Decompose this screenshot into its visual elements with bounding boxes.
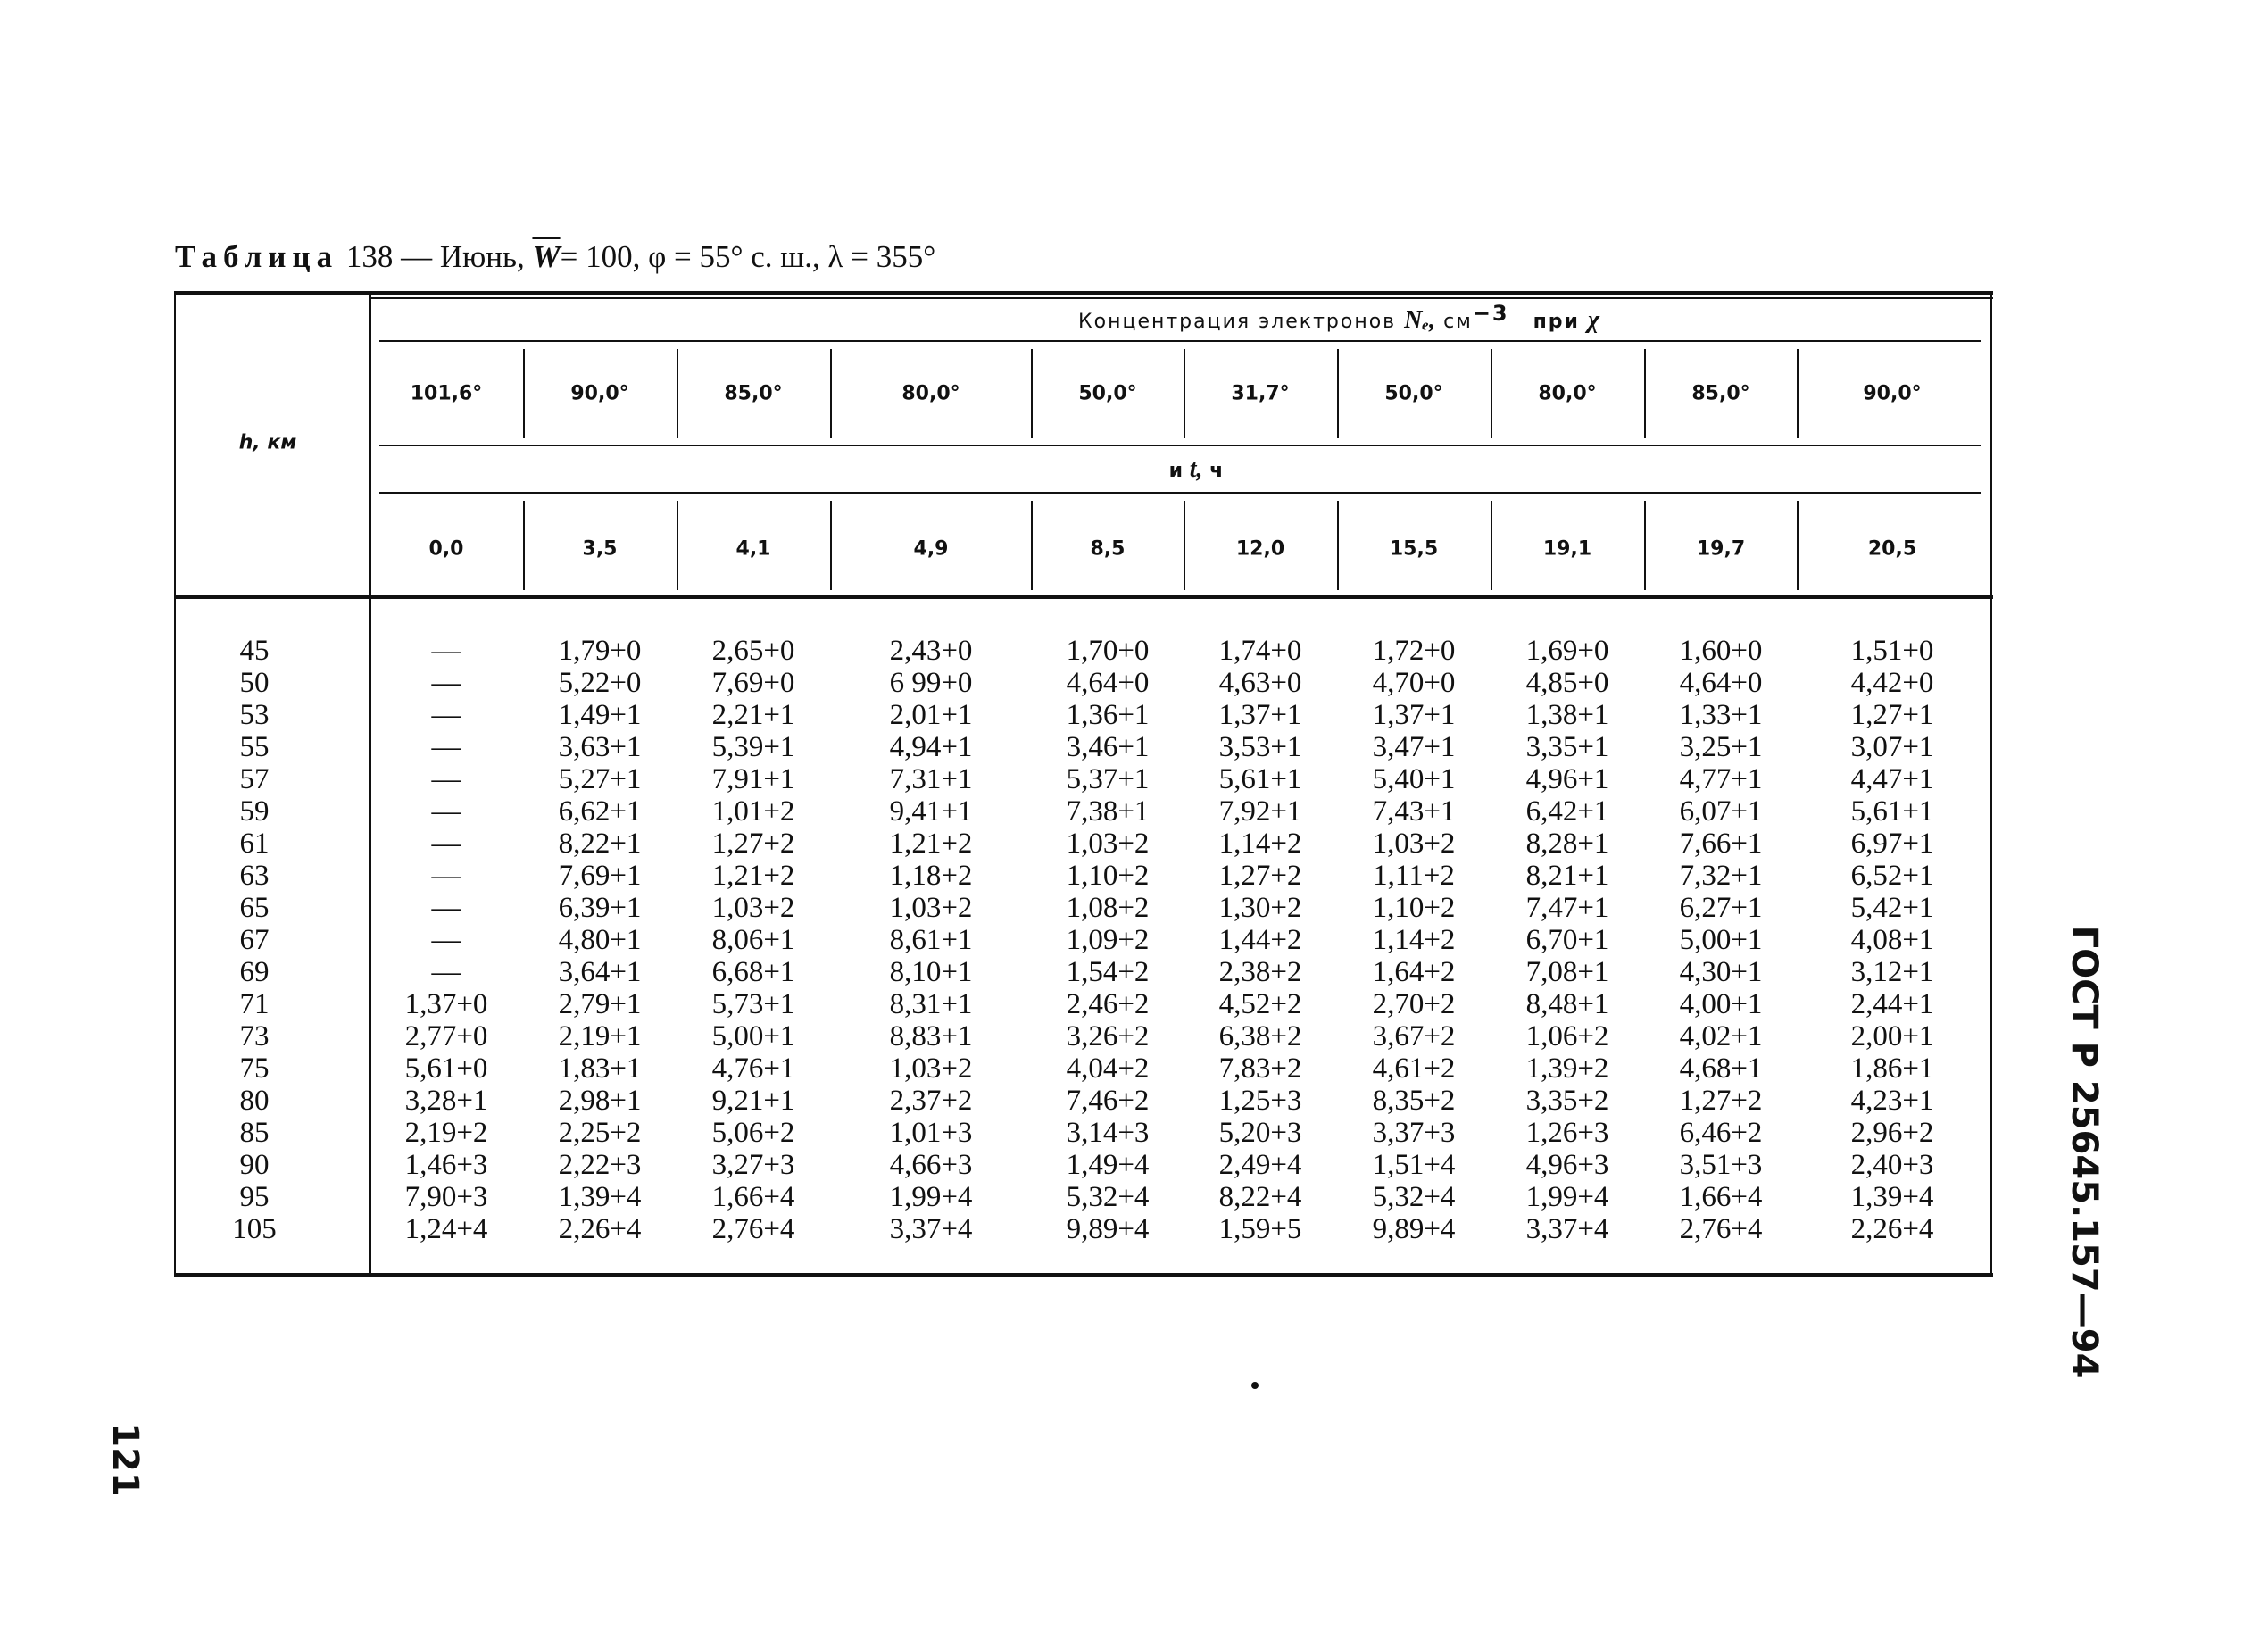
table-top-rule-secondary [370, 297, 1993, 299]
table-cell: 8,06+1 [711, 924, 795, 956]
table-cell: 3,27+3 [711, 1149, 795, 1181]
table-cell: 7,08+1 [1525, 956, 1609, 988]
table-cell: 1,18+2 [889, 860, 973, 892]
table-cell: — [431, 699, 461, 731]
table-cell: 2,70+2 [1372, 988, 1456, 1020]
t-value: 15,5 [1389, 537, 1439, 561]
unit-label: см [1443, 311, 1473, 334]
table-cell: 1,03+2 [1372, 828, 1456, 860]
table-cell: 1,70+0 [1066, 635, 1150, 667]
row-height: 80 [239, 1085, 270, 1117]
table-cell: 7,31+1 [889, 763, 973, 795]
t-value: 8,5 [1090, 537, 1126, 561]
row-height: 50 [239, 667, 270, 699]
time-header [1169, 455, 1224, 484]
table-cell: 1,64+2 [1372, 956, 1456, 988]
chi-sep [1337, 349, 1339, 438]
height-column-header: h, км [238, 431, 297, 454]
table-cell: 2,77+0 [404, 1020, 488, 1052]
table-cell: 1,24+4 [404, 1213, 488, 1245]
t-value: 12,0 [1235, 537, 1285, 561]
table-cell: 1,38+1 [1525, 699, 1609, 731]
t-value: 4,1 [735, 537, 771, 561]
table-cell: 2,22+3 [558, 1149, 642, 1181]
table-cell: 6,70+1 [1525, 924, 1609, 956]
table-cell: 2,26+4 [558, 1213, 642, 1245]
table-cell: 1,99+4 [1525, 1181, 1609, 1213]
table-cell: 7,38+1 [1066, 795, 1150, 828]
chi-value: 80,0° [901, 382, 960, 405]
table-cell: 1,39+4 [1850, 1181, 1934, 1213]
table-cell: 8,31+1 [889, 988, 973, 1020]
table-cell: 2,98+1 [558, 1085, 642, 1117]
table-cell: 1,37+0 [404, 988, 488, 1020]
table-cell: 1,14+2 [1372, 924, 1456, 956]
table-top-rule [174, 291, 1993, 295]
row-height: 57 [239, 763, 270, 795]
table-cell: 1,03+2 [711, 892, 795, 924]
table-cell: 1,37+1 [1218, 699, 1302, 731]
table-cell: — [431, 731, 461, 763]
chi-value: 50,0° [1078, 382, 1137, 405]
table-cell: 8,83+1 [889, 1020, 973, 1052]
table-cell: 3,35+2 [1525, 1085, 1609, 1117]
table-cell: 6,62+1 [558, 795, 642, 828]
t-sep [1184, 501, 1185, 590]
table-cell: 2,43+0 [889, 635, 973, 667]
chi-sep [1031, 349, 1033, 438]
chi-value: 31,7° [1231, 382, 1290, 405]
table-cell: 4,85+0 [1525, 667, 1609, 699]
table-cell: 1,25+3 [1218, 1085, 1302, 1117]
t-value: 19,7 [1696, 537, 1746, 561]
caption-lead: Таблица [175, 239, 339, 274]
table-cell: 4,30+1 [1679, 956, 1763, 988]
table-cell: 1,44+2 [1218, 924, 1302, 956]
table-cell: 4,02+1 [1679, 1020, 1763, 1052]
table-caption [175, 239, 935, 275]
table-cell: 4,00+1 [1679, 988, 1763, 1020]
chi-sep [1491, 349, 1492, 438]
table-cell: 4,94+1 [889, 731, 973, 763]
table-cell: 4,04+2 [1066, 1052, 1150, 1085]
row-height: 75 [239, 1052, 270, 1085]
chi-value: 80,0° [1538, 382, 1597, 405]
header-rule-2 [379, 445, 1981, 446]
t-sep [1337, 501, 1339, 590]
table-cell: 1,27+2 [711, 828, 795, 860]
table-cell: 5,32+4 [1372, 1181, 1456, 1213]
table-cell: 3,37+4 [889, 1213, 973, 1245]
table-cell: 9,21+1 [711, 1085, 795, 1117]
page-number: 121 [104, 1422, 145, 1497]
row-height: 69 [239, 956, 270, 988]
table-cell: 8,35+2 [1372, 1085, 1456, 1117]
table-cell: 4,52+2 [1218, 988, 1302, 1020]
table-cell: 5,27+1 [558, 763, 642, 795]
table-cell: 1,60+0 [1679, 635, 1763, 667]
table-cell: 5,73+1 [711, 988, 795, 1020]
concentration-label: Концентрация электронов [1078, 311, 1397, 334]
table-cell: 1,39+2 [1525, 1052, 1609, 1085]
table-cell: 1,49+4 [1066, 1149, 1150, 1181]
row-height: 61 [239, 828, 270, 860]
row-height: 67 [239, 924, 270, 956]
chi-sep [677, 349, 678, 438]
table-cell: 8,21+1 [1525, 860, 1609, 892]
table-cell: 4,77+1 [1679, 763, 1763, 795]
table-cell: 2,46+2 [1066, 988, 1150, 1020]
table-cell: 7,46+2 [1066, 1085, 1150, 1117]
t-sep [1491, 501, 1492, 590]
table-cell: — [431, 828, 461, 860]
table-cell: 2,37+2 [889, 1085, 973, 1117]
table-cell: 1,51+4 [1372, 1149, 1456, 1181]
table-cell: 4,42+0 [1850, 667, 1934, 699]
table-cell: 1,03+2 [889, 1052, 973, 1085]
caption-w-symbol: $\overline{W}$ [532, 239, 561, 274]
table-cell: 9,89+4 [1372, 1213, 1456, 1245]
table-cell: 1,03+2 [1066, 828, 1150, 860]
table-cell: 1,26+3 [1525, 1117, 1609, 1149]
t-value: 19,1 [1542, 537, 1592, 561]
table-cell: 4,61+2 [1372, 1052, 1456, 1085]
stub-column-rule [369, 291, 371, 1273]
table-cell: 7,47+1 [1525, 892, 1609, 924]
table-cell: 4,63+0 [1218, 667, 1302, 699]
table-cell: 1,36+1 [1066, 699, 1150, 731]
table-cell: 1,03+2 [889, 892, 973, 924]
table-cell: 1,14+2 [1218, 828, 1302, 860]
table-cell: 4,08+1 [1850, 924, 1934, 956]
chi-sep [523, 349, 525, 438]
table-cell: 3,67+2 [1372, 1020, 1456, 1052]
table-cell: 1,37+1 [1372, 699, 1456, 731]
chi-sep [1644, 349, 1646, 438]
table-cell: — [431, 635, 461, 667]
table-cell: 5,00+1 [711, 1020, 795, 1052]
table-cell: 2,19+1 [558, 1020, 642, 1052]
table-cell: — [431, 763, 461, 795]
table-cell: 7,69+1 [558, 860, 642, 892]
table-cell: 1,09+2 [1066, 924, 1150, 956]
concentration-header [1078, 301, 1599, 335]
t-value: 20,5 [1867, 537, 1917, 561]
table-cell: 9,41+1 [889, 795, 973, 828]
t-sep [1031, 501, 1033, 590]
table-cell: 1,51+0 [1850, 635, 1934, 667]
chi-sep [830, 349, 832, 438]
caption-lambda: λ = 355° [827, 239, 936, 274]
table-cell: — [431, 956, 461, 988]
row-height: 65 [239, 892, 270, 924]
table-cell: 6,68+1 [711, 956, 795, 988]
table-cell: 3,35+1 [1525, 731, 1609, 763]
chi-value: 90,0° [570, 382, 629, 405]
table-cell: — [431, 892, 461, 924]
table-cell: 5,20+3 [1218, 1117, 1302, 1149]
table-cell: 1,49+1 [558, 699, 642, 731]
table-cell: 1,30+2 [1218, 892, 1302, 924]
table-cell: 2,49+4 [1218, 1149, 1302, 1181]
chi-value: 90,0° [1863, 382, 1922, 405]
table-cell: 7,66+1 [1679, 828, 1763, 860]
table-cell: 7,83+2 [1218, 1052, 1302, 1085]
caption-number-month: 138 — Июнь, [345, 239, 525, 274]
table-cell: 3,63+1 [558, 731, 642, 763]
table-cell: 5,32+4 [1066, 1181, 1150, 1213]
table-cell: 1,11+2 [1373, 860, 1455, 892]
table-cell: 7,92+1 [1218, 795, 1302, 828]
table-cell: 1,01+3 [889, 1117, 973, 1149]
table-cell: 5,39+1 [711, 731, 795, 763]
table-cell: 8,61+1 [889, 924, 973, 956]
table-cell: — [431, 795, 461, 828]
table-cell: 5,06+2 [711, 1117, 795, 1149]
row-height: 59 [239, 795, 270, 828]
table-cell: 1,59+5 [1218, 1213, 1302, 1245]
table-cell: 4,64+0 [1679, 667, 1763, 699]
table-cell: 1,27+2 [1679, 1085, 1763, 1117]
chi-sep [1184, 349, 1185, 438]
table-cell: 2,96+2 [1850, 1117, 1934, 1149]
table-cell: 3,51+3 [1679, 1149, 1763, 1181]
caption-w-value: = 100, [560, 239, 641, 274]
table-cell: 3,53+1 [1218, 731, 1302, 763]
table-cell: 1,69+0 [1525, 635, 1609, 667]
table-cell: 6,42+1 [1525, 795, 1609, 828]
table-cell: 2,44+1 [1850, 988, 1934, 1020]
table-cell: 1,74+0 [1218, 635, 1302, 667]
table-cell: 4,96+3 [1525, 1149, 1609, 1181]
table-cell: 4,96+1 [1525, 763, 1609, 795]
table-cell: 5,22+0 [558, 667, 642, 699]
table-cell: 3,28+1 [404, 1085, 488, 1117]
chi-value: 85,0° [724, 382, 783, 405]
table-cell: 1,66+4 [1679, 1181, 1763, 1213]
table-cell: 8,48+1 [1525, 988, 1609, 1020]
t-value: 0,0 [428, 537, 464, 561]
table-cell: 3,47+1 [1372, 731, 1456, 763]
table-cell: 8,28+1 [1525, 828, 1609, 860]
table-cell: 7,90+3 [404, 1181, 488, 1213]
table-cell: 4,23+1 [1850, 1085, 1934, 1117]
table-cell: 2,76+4 [711, 1213, 795, 1245]
row-height: 55 [239, 731, 270, 763]
table-cell: 2,38+2 [1218, 956, 1302, 988]
header-rule-3 [379, 492, 1981, 494]
table-cell: 7,43+1 [1372, 795, 1456, 828]
table-cell: 4,64+0 [1066, 667, 1150, 699]
table-right-border [1990, 291, 1992, 1273]
table-cell: 9,89+4 [1066, 1213, 1150, 1245]
caption-lat: с. ш., [751, 239, 820, 274]
table-cell: 1,99+4 [889, 1181, 973, 1213]
table-cell: 3,26+2 [1066, 1020, 1150, 1052]
table-cell: 5,00+1 [1679, 924, 1763, 956]
table-cell: 6 99+0 [889, 667, 973, 699]
row-height: 53 [239, 699, 270, 731]
t-sep [1644, 501, 1646, 590]
table-cell: 4,80+1 [558, 924, 642, 956]
table-cell: 4,76+1 [711, 1052, 795, 1085]
table-cell: 6,52+1 [1850, 860, 1934, 892]
table-cell: 4,47+1 [1850, 763, 1934, 795]
header-bottom-rule [174, 595, 1993, 599]
row-height: 45 [239, 635, 270, 667]
table-cell: 1,33+1 [1679, 699, 1763, 731]
caption-phi: φ = 55° [648, 239, 744, 274]
table-cell: 2,25+2 [558, 1117, 642, 1149]
row-height: 73 [239, 1020, 270, 1052]
table-left-border [174, 291, 176, 1273]
row-height: 105 [232, 1213, 277, 1245]
t-sep [830, 501, 832, 590]
table-cell: 3,37+3 [1372, 1117, 1456, 1149]
t-sep [523, 501, 525, 590]
table-cell: 1,21+2 [889, 828, 973, 860]
table-cell: 2,26+4 [1850, 1213, 1934, 1245]
table-cell: 1,10+2 [1066, 860, 1150, 892]
table-cell: 2,65+0 [711, 635, 795, 667]
table-cell: 5,61+1 [1218, 763, 1302, 795]
table-cell: 2,76+4 [1679, 1213, 1763, 1245]
t-value: 3,5 [582, 537, 618, 561]
table-cell: 4,66+3 [889, 1149, 973, 1181]
table-cell: 3,07+1 [1850, 731, 1934, 763]
table-cell: 7,91+1 [711, 763, 795, 795]
table-cell: 6,97+1 [1850, 828, 1934, 860]
table-cell: — [431, 924, 461, 956]
table-cell: 6,39+1 [558, 892, 642, 924]
chi-value: 50,0° [1384, 382, 1443, 405]
table-cell: 1,46+3 [404, 1149, 488, 1181]
table-cell: 8,22+1 [558, 828, 642, 860]
table-cell: 1,01+2 [711, 795, 795, 828]
table-cell: 2,19+2 [404, 1117, 488, 1149]
table-cell: 2,00+1 [1850, 1020, 1934, 1052]
t-value: 4,9 [913, 537, 949, 561]
chi-value: 101,6° [410, 382, 483, 405]
table-cell: 6,38+2 [1218, 1020, 1302, 1052]
data-table [174, 291, 1993, 1278]
table-cell: 7,69+0 [711, 667, 795, 699]
chi-symbol: χ [1587, 306, 1599, 335]
table-cell: 4,70+0 [1372, 667, 1456, 699]
table-cell: 1,79+0 [558, 635, 642, 667]
document-code: ГОСТ Р 25645.157—94 [2064, 925, 2105, 1378]
table-cell: 5,61+0 [404, 1052, 488, 1085]
table-cell: 2,40+3 [1850, 1149, 1934, 1181]
table-cell: 3,12+1 [1850, 956, 1934, 988]
table-cell: 2,79+1 [558, 988, 642, 1020]
table-cell: 7,32+1 [1679, 860, 1763, 892]
table-cell: 2,21+1 [711, 699, 795, 731]
table-cell: 1,83+1 [558, 1052, 642, 1085]
time-symbol: t, [1189, 455, 1203, 483]
table-cell: 1,21+2 [711, 860, 795, 892]
time-unit: ч [1209, 460, 1224, 482]
table-cell: 1,10+2 [1372, 892, 1456, 924]
table-cell: 8,22+4 [1218, 1181, 1302, 1213]
unit-exponent: −3 [1472, 300, 1509, 326]
chi-prefix: при [1533, 311, 1580, 334]
row-height: 85 [239, 1117, 270, 1149]
table-cell: 1,72+0 [1372, 635, 1456, 667]
row-height: 95 [239, 1181, 270, 1213]
table-cell: — [431, 667, 461, 699]
ne-symbol: Nₑ, [1404, 306, 1436, 335]
table-cell: 5,37+1 [1066, 763, 1150, 795]
table-cell: 1,86+1 [1850, 1052, 1934, 1085]
row-height: 63 [239, 860, 270, 892]
table-cell: 2,01+1 [889, 699, 973, 731]
table-cell: 3,25+1 [1679, 731, 1763, 763]
table-cell: 3,64+1 [558, 956, 642, 988]
chi-sep [1797, 349, 1799, 438]
table-cell: 1,27+2 [1218, 860, 1302, 892]
table-cell: 6,07+1 [1679, 795, 1763, 828]
table-cell: 1,39+4 [558, 1181, 642, 1213]
t-sep [1797, 501, 1799, 590]
table-cell: 1,08+2 [1066, 892, 1150, 924]
header-rule-1 [379, 340, 1981, 342]
table-cell: 3,46+1 [1066, 731, 1150, 763]
chi-value: 85,0° [1691, 382, 1750, 405]
table-cell: — [431, 860, 461, 892]
table-cell: 3,37+4 [1525, 1213, 1609, 1245]
table-cell: 5,61+1 [1850, 795, 1934, 828]
table-cell: 4,68+1 [1679, 1052, 1763, 1085]
time-prefix: и [1168, 460, 1184, 482]
table-cell: 1,66+4 [711, 1181, 795, 1213]
table-cell: 1,54+2 [1066, 956, 1150, 988]
table-cell: 1,27+1 [1850, 699, 1934, 731]
t-sep [677, 501, 678, 590]
table-cell: 5,40+1 [1372, 763, 1456, 795]
table-bottom-rule [174, 1273, 1993, 1277]
stray-dot [1251, 1382, 1259, 1389]
table-cell: 5,42+1 [1850, 892, 1934, 924]
table-cell: 6,46+2 [1679, 1117, 1763, 1149]
table-cell: 8,10+1 [889, 956, 973, 988]
table-cell: 6,27+1 [1679, 892, 1763, 924]
row-height: 71 [239, 988, 270, 1020]
table-cell: 1,06+2 [1525, 1020, 1609, 1052]
row-height: 90 [239, 1149, 270, 1181]
table-cell: 3,14+3 [1066, 1117, 1150, 1149]
